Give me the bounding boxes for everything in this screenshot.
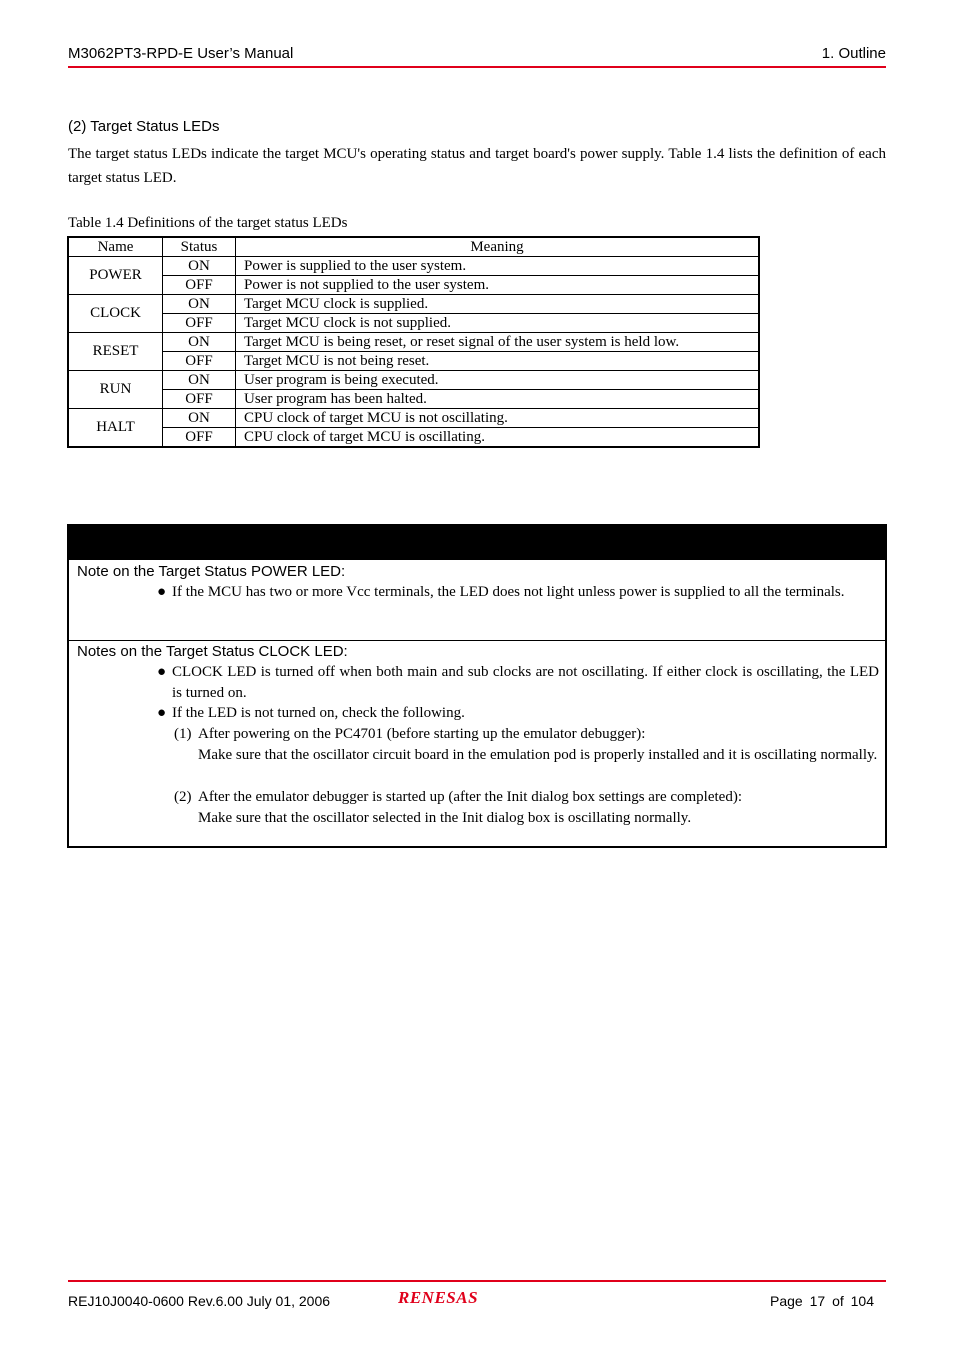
table-row <box>68 371 759 390</box>
section-title: (2) Target Status LEDs <box>68 118 220 135</box>
list-item <box>157 662 879 704</box>
led-status: OFF <box>163 352 236 371</box>
led-meaning: Power is not supplied to the user system. <box>236 276 760 295</box>
led-status: ON <box>163 333 236 352</box>
led-name: POWER <box>68 257 163 295</box>
header-name: Name <box>68 237 163 257</box>
led-meaning: Target MCU clock is not supplied. <box>236 314 760 333</box>
clock-note-text-1: CLOCK LED is turned off when both main and sub clocks are not oscillating. If either clock is oscillating, the LED is turned on. <box>172 664 879 701</box>
clock-note-heading: Notes on the Target Status CLOCK LED: <box>77 643 348 660</box>
led-name: HALT <box>68 409 163 448</box>
led-meaning: Target MCU is not being reset. <box>236 352 760 371</box>
led-meaning: User program is being executed. <box>236 371 760 390</box>
table-row <box>68 390 759 409</box>
header-status: Status <box>163 237 236 257</box>
check-step-1 <box>174 724 879 766</box>
table-caption: Table 1.4 Definitions of the target status LEDs <box>68 215 348 231</box>
led-status: OFF <box>163 428 236 448</box>
step-title: After powering on the PC4701 (before starting up the emulator debugger): <box>198 726 646 742</box>
led-status: OFF <box>163 390 236 409</box>
check-step-2 <box>174 787 879 829</box>
table-row <box>68 314 759 333</box>
chapter-title: 1. Outline <box>821 45 886 62</box>
intro-paragraph: The target status LEDs indicate the target MCU's operating status and target board's power supply. Table 1.4 lists the definition of each target status LED. <box>68 146 886 186</box>
table-row <box>68 409 759 428</box>
table-row <box>68 276 759 295</box>
led-meaning: User program has been halted. <box>236 390 760 409</box>
notes-box-title-bar <box>69 526 885 560</box>
step-text: Make sure that the oscillator circuit board in the emulation pod is properly installed and it is oscillating normally. <box>198 747 878 763</box>
step-text: Make sure that the oscillator selected in the Init dialog box is oscillating normally. <box>198 810 692 826</box>
step-number: (1) <box>174 726 192 742</box>
led-status: ON <box>163 257 236 276</box>
renesas-logo-icon <box>398 1288 510 1306</box>
table-row <box>68 295 759 314</box>
led-meaning: Target MCU clock is supplied. <box>236 295 760 314</box>
power-note-text: If the MCU has two or more Vcc terminals, the LED does not light unless power is supplied to all the terminals. <box>172 584 845 600</box>
bullet-icon: ● <box>157 705 167 721</box>
clock-note-text-2: If the LED is not turned on, check the following. <box>172 705 465 721</box>
led-status: OFF <box>163 314 236 333</box>
page-header <box>68 45 886 68</box>
step-title: After the emulator debugger is started up (after the Init dialog box settings are completed): <box>198 789 742 805</box>
led-definitions-table <box>67 236 760 448</box>
step-number: (2) <box>174 789 192 805</box>
power-note-section <box>69 560 885 641</box>
led-name: CLOCK <box>68 295 163 333</box>
notes-box <box>67 524 887 848</box>
table-row <box>68 257 759 276</box>
led-name: RUN <box>68 371 163 409</box>
bullet-icon: ● <box>157 584 167 600</box>
page-number: Page 17 of 104 <box>770 1293 874 1309</box>
table-header-row <box>68 237 759 257</box>
table-row <box>68 333 759 352</box>
led-status: ON <box>163 409 236 428</box>
bullet-icon: ● <box>157 664 167 680</box>
document-id: REJ10J0040-0600 Rev.6.00 July 01, 2006 <box>68 1293 331 1309</box>
led-meaning: CPU clock of target MCU is not oscillating. <box>236 409 760 428</box>
led-name: RESET <box>68 333 163 371</box>
logo-text: RENESAS <box>398 1288 479 1306</box>
power-note-heading: Note on the Target Status POWER LED: <box>77 563 346 580</box>
page-footer <box>68 1280 886 1309</box>
led-meaning: Power is supplied to the user system. <box>236 257 760 276</box>
led-status: ON <box>163 295 236 314</box>
led-meaning: CPU clock of target MCU is oscillating. <box>236 428 760 448</box>
list-item <box>157 703 879 724</box>
manual-title: M3062PT3-RPD-E User’s Manual <box>68 45 294 62</box>
table-row <box>68 352 759 371</box>
led-status: OFF <box>163 276 236 295</box>
list-item <box>157 582 879 603</box>
table-row <box>68 428 759 448</box>
header-meaning: Meaning <box>236 237 760 257</box>
led-status: ON <box>163 371 236 390</box>
led-meaning: Target MCU is being reset, or reset signal of the user system is held low. <box>236 333 760 352</box>
